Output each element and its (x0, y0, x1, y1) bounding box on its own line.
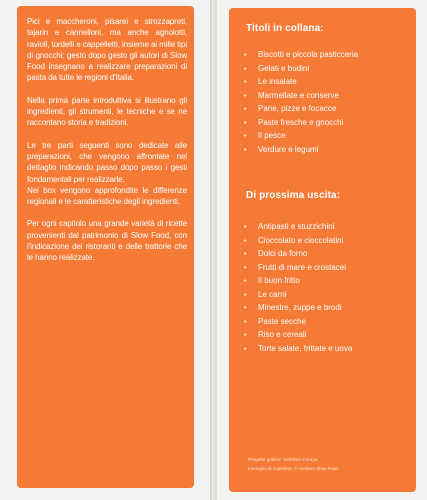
bullet-icon: • (244, 52, 247, 59)
description-text (27, 16, 187, 275)
series-item (244, 75, 409, 89)
bullet-icon: • (244, 133, 247, 140)
series-heading: Titoli in collana: (246, 23, 324, 34)
upcoming-item-label: Il buon fritto (258, 276, 300, 285)
upcoming-item-label: Paste secche (258, 316, 307, 326)
bullet-icon: • (244, 332, 247, 339)
series-item (244, 102, 409, 116)
bullet-icon: • (244, 65, 247, 73)
upcoming-item-label: Frutti di mare e crostacei (258, 262, 347, 272)
bullet-icon: • (244, 305, 247, 312)
series-item (244, 62, 409, 76)
upcoming-item (244, 301, 409, 315)
bullet-icon: • (244, 345, 247, 353)
series-item-label: Il pesce (258, 131, 286, 140)
description-paragraph-chapters: Per ogni capitolo una grande varietà di ricette provenienti dal patrimonio di Slow Food, con l'indicazione dei ristoranti e delle trattorie che le hanno realizzate. (27, 219, 187, 263)
description-paragraph-boxes: Nei box vengono approfondite le differenze regionali e le caratteristiche degli ingredienti. (27, 185, 187, 207)
series-panel (229, 8, 416, 492)
upcoming-item (244, 342, 409, 356)
upcoming-item-label: Dolci da forno (258, 249, 308, 258)
description-paragraph-first-part: Nella prima parte introduttiva si illustrano gli ingredienti, gli strumenti, le tecniche e se ne raccontano storia e tradizioni. (27, 95, 187, 128)
series-item (244, 89, 409, 103)
description-panel (17, 6, 194, 488)
bullet-icon: • (244, 92, 247, 100)
bullet-icon: • (244, 146, 247, 154)
series-item (244, 48, 409, 62)
upcoming-list (244, 220, 409, 355)
series-item (244, 116, 409, 130)
credit-images: Immagini di copertina: © Archivio Slow Food (248, 465, 338, 471)
upcoming-item-label: Cioccolato e cioccolatini (258, 235, 344, 245)
book-gutter (210, 0, 217, 500)
bullet-icon: • (244, 291, 247, 299)
upcoming-item (244, 247, 409, 261)
description-paragraph-preparations: Le tre parti seguenti sono dedicate alle preparazioni, che vengono affrontate nel dettaglio indicando passo dopo passo i gesti fondamentali per realizzarle. (27, 140, 187, 184)
upcoming-heading: Di prossima uscita: (246, 190, 341, 201)
upcoming-item-label: Torte salate, frittate e uova (258, 343, 353, 353)
bullet-icon: • (244, 237, 247, 245)
upcoming-item (244, 328, 409, 342)
series-item (244, 129, 409, 143)
bullet-icon: • (244, 224, 247, 231)
bullet-icon: • (244, 251, 247, 258)
series-item-label: Biscotti e piccola pasticceria (258, 50, 359, 59)
upcoming-item-label: Minestre, zuppe e brodi (258, 303, 342, 312)
upcoming-item-label: Riso e cereali (258, 330, 307, 339)
bullet-icon: • (244, 278, 247, 285)
upcoming-item (244, 220, 409, 234)
bullet-icon: • (244, 264, 247, 272)
series-item-label: Pane, pizze e focacce (258, 104, 337, 113)
series-list (244, 48, 409, 156)
series-item-label: Verdure e legumi (258, 144, 319, 154)
credits (248, 456, 338, 473)
upcoming-item (244, 288, 409, 302)
upcoming-item (244, 234, 409, 248)
bullet-icon: • (244, 106, 247, 113)
series-item-label: Gelati e budini (258, 63, 310, 73)
upcoming-item-label: Antipasti e stuzzichini (258, 222, 335, 231)
bullet-icon: • (244, 318, 247, 326)
series-item (244, 143, 409, 157)
series-item-label: Le insalate (258, 77, 297, 86)
bullet-icon: • (244, 119, 247, 127)
upcoming-item-label: Le carni (258, 289, 287, 299)
upcoming-item (244, 315, 409, 329)
upcoming-item (244, 274, 409, 288)
description-paragraph-intro: Pici e maccheroni, pisarei e strozzapreti, tajarin e cannelloni, ma anche agnolotti, ravioli, tordelli e cappelletti, insieme ai mille tipi di gnocchi: gesto dopo gesto gli autori di Slow Food insegnano a realizzare preparazioni di pasta da tutte le regioni d'Italia. (27, 17, 188, 83)
series-item-label: Paste fresche e gnocchi (258, 117, 344, 127)
series-item-label: Marmellate e conserve (258, 90, 339, 100)
upcoming-item (244, 261, 409, 275)
credit-design: Progetto grafico: Yoshihiro Furuya (248, 457, 318, 462)
bullet-icon: • (244, 79, 247, 86)
